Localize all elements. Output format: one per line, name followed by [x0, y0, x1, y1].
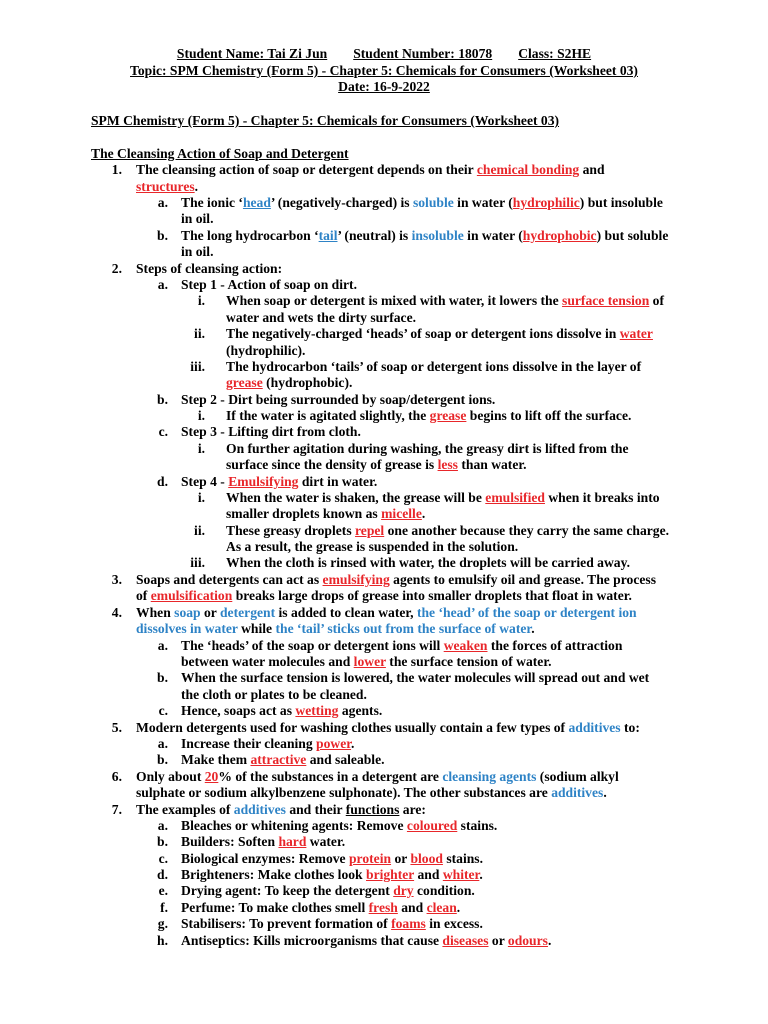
- roman-marker: iii.: [190, 359, 205, 374]
- student-name: Student Name: Tai Zi Jun: [176, 46, 328, 61]
- sub-item: Biological enzymes: Remove protein or blood stains.: [181, 851, 483, 866]
- sub-item: Bleaches or whitening agents: Remove coloured stains.: [181, 818, 498, 833]
- sub-item: Builders: Soften hard water.: [181, 834, 346, 849]
- list-number: 6.: [111, 769, 122, 784]
- list-number: 3.: [111, 572, 122, 587]
- roman-marker: ii.: [194, 326, 205, 341]
- list-marker: e.: [158, 883, 168, 898]
- sub-item: Step 3 - Lifting dirt from cloth.: [181, 424, 361, 439]
- sub-sub-item-cont: water and wets the dirty surface.: [226, 310, 417, 325]
- list-marker: c.: [158, 703, 168, 718]
- list-item-cont: of emulsification breaks large drops of grease into smaller droplets that float in water.: [136, 588, 632, 603]
- sub-item: Hence, soaps act as wetting agents.: [181, 703, 383, 718]
- roman-marker: i.: [197, 490, 205, 505]
- sub-sub-item-cont: grease (hydrophobic).: [226, 375, 353, 390]
- sub-item: Drying agent: To keep the detergent dry condition.: [181, 883, 475, 898]
- list-item-cont: dissolves in water while the ‘tail’ sticks out from the surface of water.: [136, 621, 535, 636]
- roman-marker: ii.: [194, 523, 205, 538]
- sub-item-cont: the cloth or plates to be cleaned.: [181, 687, 367, 702]
- sub-item-cont: between water molecules and lower the surface tension of water.: [181, 654, 552, 669]
- roman-marker: i.: [197, 293, 205, 308]
- list-marker: b.: [157, 392, 168, 407]
- sub-sub-item: These greasy droplets repel one another because they carry the same charge.: [226, 523, 669, 538]
- list-marker: b.: [157, 834, 168, 849]
- list-item: Soaps and detergents can act as emulsifying agents to emulsify oil and grease. The process: [136, 572, 656, 587]
- list-item: The examples of additives and their functions are:: [136, 802, 426, 817]
- list-number: 5.: [111, 720, 122, 735]
- sub-sub-item: When the cloth is rinsed with water, the droplets will be carried away.: [226, 555, 631, 570]
- list-marker: a.: [157, 195, 168, 210]
- roman-marker: iii.: [190, 555, 205, 570]
- sub-item: Stabilisers: To prevent formation of foams in excess.: [181, 916, 483, 931]
- list-number: 4.: [111, 605, 122, 620]
- list-item: Modern detergents used for washing clothes usually contain a few types of additives to:: [136, 720, 640, 735]
- sub-sub-item: On further agitation during washing, the greasy dirt is lifted from the: [226, 441, 629, 456]
- list-marker: b.: [157, 670, 168, 685]
- sub-item: The ionic ‘head’ (negatively-charged) is soluble in water (hydrophilic) but insoluble: [181, 195, 663, 210]
- list-marker: d.: [157, 867, 168, 882]
- class-label: Class: S2HE: [518, 46, 592, 61]
- sub-sub-item: When the water is shaken, the grease will be emulsified when it breaks into: [226, 490, 660, 505]
- list-number: 2.: [111, 261, 122, 276]
- sub-item-cont: in oil.: [181, 244, 214, 259]
- sub-item: Step 4 - Emulsifying dirt in water.: [181, 474, 378, 489]
- sub-item: Increase their cleaning power.: [181, 736, 355, 751]
- sub-sub-item-cont: As a result, the grease is suspended in the solution.: [226, 539, 519, 554]
- list-marker: f.: [160, 900, 168, 915]
- sub-item: The long hydrocarbon ‘tail’ (neutral) is insoluble in water (hydrophobic) but soluble: [181, 228, 669, 243]
- list-item: The cleansing action of soap or detergent depends on their chemical bonding and: [136, 162, 605, 177]
- list-number: 7.: [111, 802, 122, 817]
- roman-marker: i.: [197, 441, 205, 456]
- sub-sub-item-cont: surface since the density of grease is less than water.: [226, 457, 527, 472]
- sub-item: When the surface tension is lowered, the water molecules will spread out and wet: [181, 670, 650, 685]
- sub-sub-item: The hydrocarbon ‘tails’ of soap or detergent ions dissolve in the layer of: [226, 359, 642, 374]
- sub-sub-item-cont: (hydrophilic).: [226, 343, 306, 358]
- list-marker: a.: [157, 818, 168, 833]
- sub-item-cont: in oil.: [181, 211, 214, 226]
- list-marker: b.: [157, 752, 168, 767]
- list-marker: c.: [158, 424, 168, 439]
- sub-sub-item: When soap or detergent is mixed with water, it lowers the surface tension of: [226, 293, 664, 308]
- list-marker: d.: [157, 474, 168, 489]
- list-marker: g.: [157, 916, 168, 931]
- list-item-cont: structures.: [136, 179, 199, 194]
- sub-sub-item: The negatively-charged ‘heads’ of soap or detergent ions dissolve in water: [226, 326, 653, 341]
- list-marker: h.: [157, 933, 168, 948]
- list-marker: c.: [158, 851, 168, 866]
- list-marker: a.: [157, 638, 168, 653]
- section-heading: The Cleansing Action of Soap and Detergent: [91, 146, 349, 161]
- list-number: 1.: [111, 162, 122, 177]
- list-marker: a.: [157, 736, 168, 751]
- sub-item: The ‘heads’ of the soap or detergent ions will weaken the forces of attraction: [181, 638, 623, 653]
- sub-item: Perfume: To make clothes smell fresh and clean.: [181, 900, 461, 915]
- student-number: Student Number: 18078: [353, 46, 493, 61]
- topic: Topic: SPM Chemistry (Form 5) - Chapter 5: Chemicals for Consumers (Worksheet 03): [130, 63, 638, 78]
- topic-line: [0, 63, 768, 79]
- sub-item: Make them attractive and saleable.: [181, 752, 385, 767]
- list-item: When soap or detergent is added to clean water, the ‘head’ of the soap or detergent ion: [136, 605, 637, 620]
- worksheet-title: SPM Chemistry (Form 5) - Chapter 5: Chemicals for Consumers (Worksheet 03): [91, 113, 560, 128]
- sub-item: Brighteners: Make clothes look brighter and whiter.: [181, 867, 483, 882]
- list-marker: a.: [157, 277, 168, 292]
- list-item: Only about 20% of the substances in a detergent are cleansing agents (sodium alkyl: [136, 769, 619, 784]
- roman-marker: i.: [197, 408, 205, 423]
- sub-sub-item-cont: smaller droplets known as micelle.: [226, 506, 426, 521]
- sub-item: Step 1 - Action of soap on dirt.: [181, 277, 357, 292]
- list-item-cont: sulphate or sodium alkylbenzene sulphonate). The other substances are additives.: [136, 785, 607, 800]
- student-info-line: [0, 46, 768, 62]
- date-line: [0, 79, 768, 95]
- list-marker: b.: [157, 228, 168, 243]
- sub-sub-item: If the water is agitated slightly, the grease begins to lift off the surface.: [226, 408, 632, 423]
- list-item: Steps of cleansing action:: [136, 261, 283, 276]
- sub-item: Antiseptics: Kills microorganisms that cause diseases or odours.: [181, 933, 552, 948]
- sub-item: Step 2 - Dirt being surrounded by soap/detergent ions.: [181, 392, 496, 407]
- date: Date: 16-9-2022: [338, 79, 430, 94]
